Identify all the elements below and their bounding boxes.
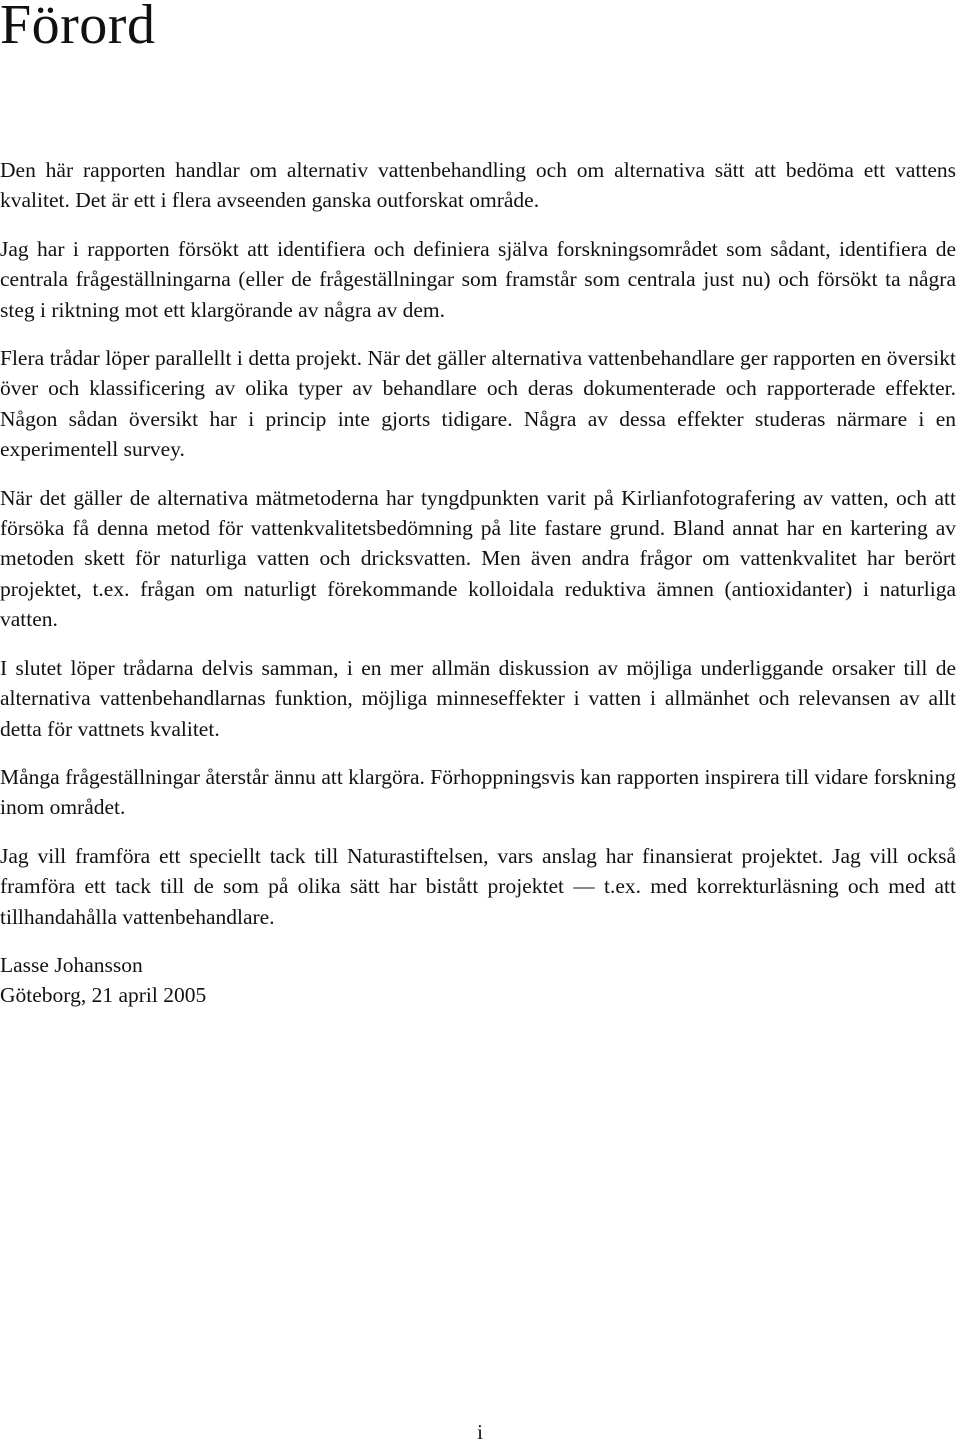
- author-name: Lasse Johansson: [0, 952, 143, 977]
- paragraph-intro: Den här rapporten handlar om alternativ vattenbehandling och om alternativa sätt att bedöma ett vattens kvalitet. Det är ett i flera avseenden ganska outforskat område.: [0, 158, 956, 213]
- paragraph-conclusion-threads: I slutet löper trådarna delvis samman, i en mer allmän diskussion av möjliga underliggande orsaker till de alternativa vattenbehandlarnas funktion, möjliga minneseffekter i vatten i allmänhet och relevansen av allt detta för vattnets kvalitet.: [0, 655, 956, 741]
- paragraph-open-questions: Många frågeställningar återstår ännu att klargöra. Förhoppningsvis kan rapporten inspirera till vidare forskning inom området.: [0, 764, 956, 820]
- place-date: Göteborg, 21 april 2005: [0, 983, 207, 1008]
- paragraph-acknowledgements: Jag vill framföra ett speciellt tack till Naturastiftelsen, vars anslag har finansierat projektet. Jag vill också framföra ett tack till de som på olika sätt har bistått projektet — t.ex. med korrekturläsning och med att tillhandahålla vattenbehandlare.: [0, 843, 956, 929]
- paragraph-parallel-threads: Flera trådar löper parallellt i detta projekt. När det gäller alternativa vattenbehandlare ger rapporten en översikt över och klassificering av olika typer av behandlare och deras dokumenterade och rapporterade effekter. Någon sådan översikt har i princip inte gjorts tidigare. Några av dessa effekter studeras närmare i en experimentell survey.: [0, 346, 956, 462]
- signature-block: [0, 950, 956, 1011]
- page-title: Förord: [0, 0, 156, 56]
- paragraph-measurement-methods: När det gäller de alternativa mätmetoderna har tyngdpunkten varit på Kirlianfotografering av vatten, och att försöka få denna metod för vattenkvalitetsbedömning på lite fastare grund. Bland annat har en kartering av metoden skett för naturliga vatten och dricksvatten. Men även andra frågor om vattenkvalitet har berört projektet, t.ex. frågan om naturligt förekommande kolloidala reduktiva ämnen (antioxidanter) i naturliga vatten.: [0, 485, 956, 632]
- document-body: [0, 155, 956, 1011]
- page-number: i: [477, 1420, 483, 1444]
- paragraph-research-area: Jag har i rapporten försökt att identifiera och definiera själva forskningsområdet som sådant, identifiera de centrala frågeställningarna (eller de frågeställningar som framstår som centrala just nu) och försökt ta några steg i riktning mot ett klargörande av några av dem.: [0, 236, 956, 322]
